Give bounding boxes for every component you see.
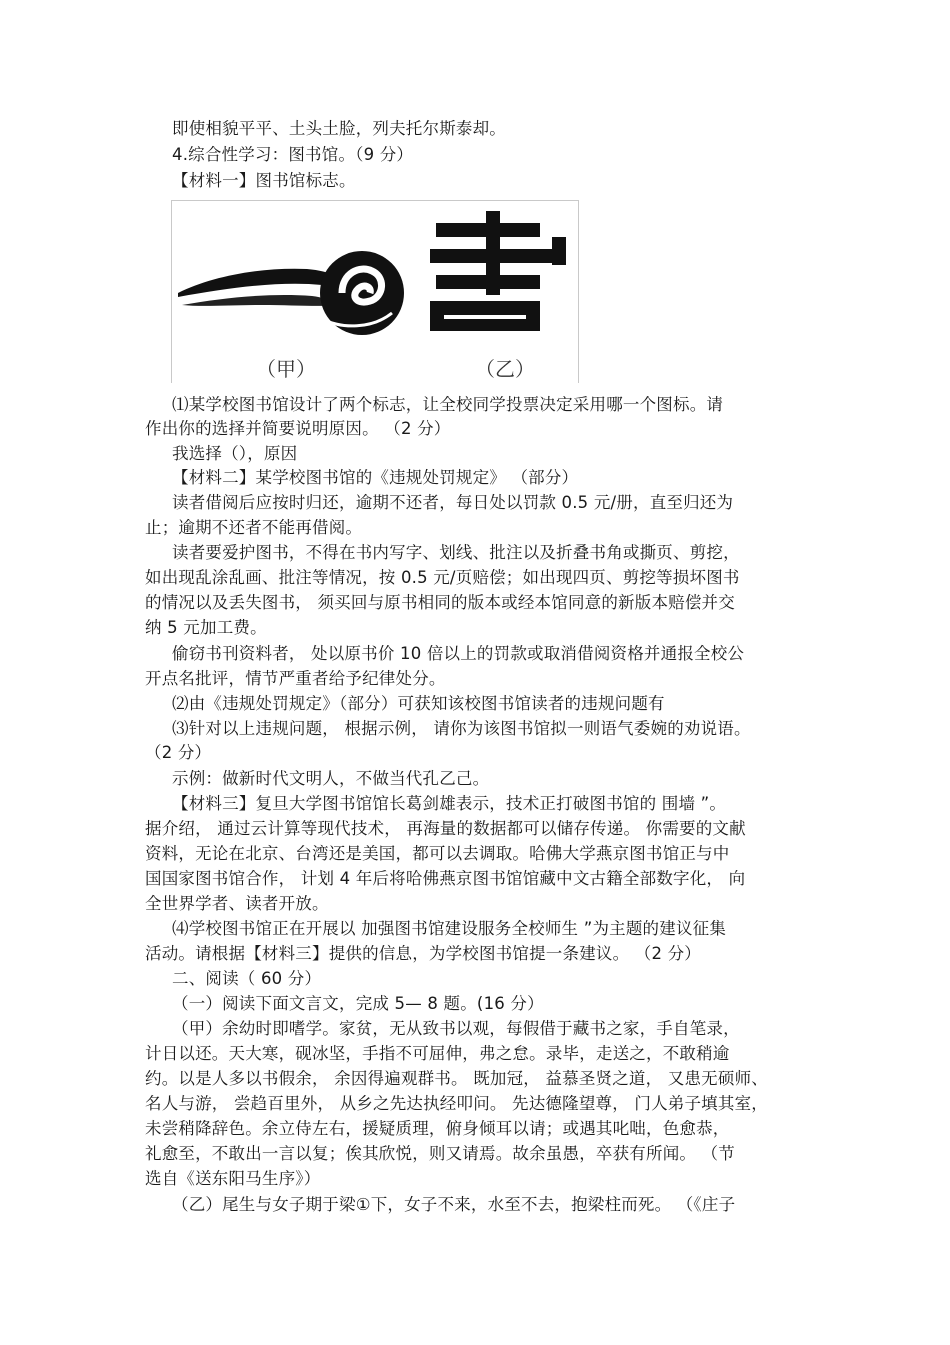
text-line: 未尝稍降辞色。余立侍左右，援疑质理，俯身倾耳以请；或遇其叱咄，色愈恭， [145,1119,730,1138]
text-line: 止；逾期不还者不能再借阅。 [145,518,363,537]
subsection-heading: （一）阅读下面文言文，完成 5— 8 题。(16 分） [172,994,544,1013]
text-line: 计日以还。天大寒，砚冰坚，手指不可屈伸，弗之怠。录毕，走送之，不敢稍逾 [145,1044,730,1063]
text-line: ⑴某学校图书馆设计了两个标志，让全校同学投票决定采用哪一个图标。请 [172,395,724,414]
text-line: ⑶针对以上违规问题， 根据示例， 请你为该图书馆拟一则语气委婉的劝说语。 [172,719,751,738]
material-heading: 【材料一】图书馆标志。 [172,171,356,190]
text-line: 读者要爱护图书，不得在书内写字、划线、批注以及折叠书角或撕页、剪挖， [172,543,740,562]
library-logos-figure [171,200,579,383]
text-line: 即使相貌平平、土头土脸，列夫托尔斯泰却。 [172,119,506,138]
text-line: 开点名批评，情节严重者给予纪律处分。 [145,669,446,688]
text-line: 偷窃书刊资料者， 处以原书价 10 倍以上的罚款或取消借阅资格并通报全校公 [172,644,745,663]
text-line: 示例：做新时代文明人，不做当代孔乙己。 [172,769,490,788]
section-heading: 二、阅读（ 60 分） [172,969,322,988]
logo-jia-caption: （甲） [256,357,316,381]
text-line: 作出你的选择并简要说明原因。 （2 分） [145,419,451,438]
logo-jia-icon [178,251,404,335]
question-heading: 4.综合性学习：图书馆。（9 分） [172,145,414,164]
text-line: （甲）余幼时即嗜学。家贫，无从致书以观，每假借于藏书之家，手自笔录， [172,1019,740,1038]
text-line: 如出现乱涂乱画、批注等情况，按 0.5 元/页赔偿；如出现四页、剪挖等损坏图书 [145,568,740,587]
text-line: 资料，无论在北京、台湾还是美国，都可以去调取。哈佛大学燕京图书馆正与中 [145,844,730,863]
material-heading: 【材料三】复旦大学图书馆馆长葛剑雄表示，技术正打破图书馆的 围墙 ”。 [172,794,727,813]
text-line: ⑵由《违规处罚规定》（部分）可获知该校图书馆读者的违规问题有 [172,694,665,713]
material-heading: 【材料二】某学校图书馆的《违规处罚规定》 （部分） [172,468,579,487]
text-line: 名人与游， 尝趋百里外， 从乡之先达执经叩问。 先达德隆望尊， 门人弟子填其室， [145,1094,768,1113]
text-line: 我选择（），原因 [172,444,298,463]
text-line: 国国家图书馆合作， 计划 4 年后将哈佛燕京图书馆馆藏中文古籍全部数字化， 向 [145,869,746,888]
text-line: 据介绍， 通过云计算等现代技术， 再海量的数据都可以储存传递。 你需要的文献 [145,819,746,838]
text-line: 约。以是人多以书假余， 余因得遍观群书。 既加冠， 益慕圣贤之道， 又患无硕师、 [145,1069,768,1088]
text-line: （乙）尾生与女子期于梁①下，女子不来，水至不去，抱梁柱而死。 （《庄子 [172,1195,736,1214]
logo-yi-icon [430,211,566,331]
text-line: 活动。请根据【材料三】提供的信息，为学校图书馆提一条建议。 （2 分） [145,944,701,963]
text-line: ⑷学校图书馆正在开展以 加强图书馆建设服务全校师生 ”为主题的建议征集 [172,919,727,938]
logo-yi-caption: （乙） [475,357,535,381]
text-line: 礼愈至，不敢出一言以复；俟其欣悦，则又请焉。故余虽愚，卒获有所闻。 （节 [145,1144,735,1163]
text-line: 全世界学者、读者开放。 [145,894,329,913]
text-line: 读者借阅后应按时归还，逾期不还者，每日处以罚款 0.5 元/册，直至归还为 [172,493,734,512]
text-line: 的情况以及丢失图书， 须买回与原书相同的版本或经本馆同意的新版本赔偿并交 [145,593,735,612]
text-line: 选自《送东阳马生序》） [145,1169,321,1188]
text-line: （2 分） [145,743,212,762]
text-line: 纳 5 元加工费。 [145,618,267,637]
